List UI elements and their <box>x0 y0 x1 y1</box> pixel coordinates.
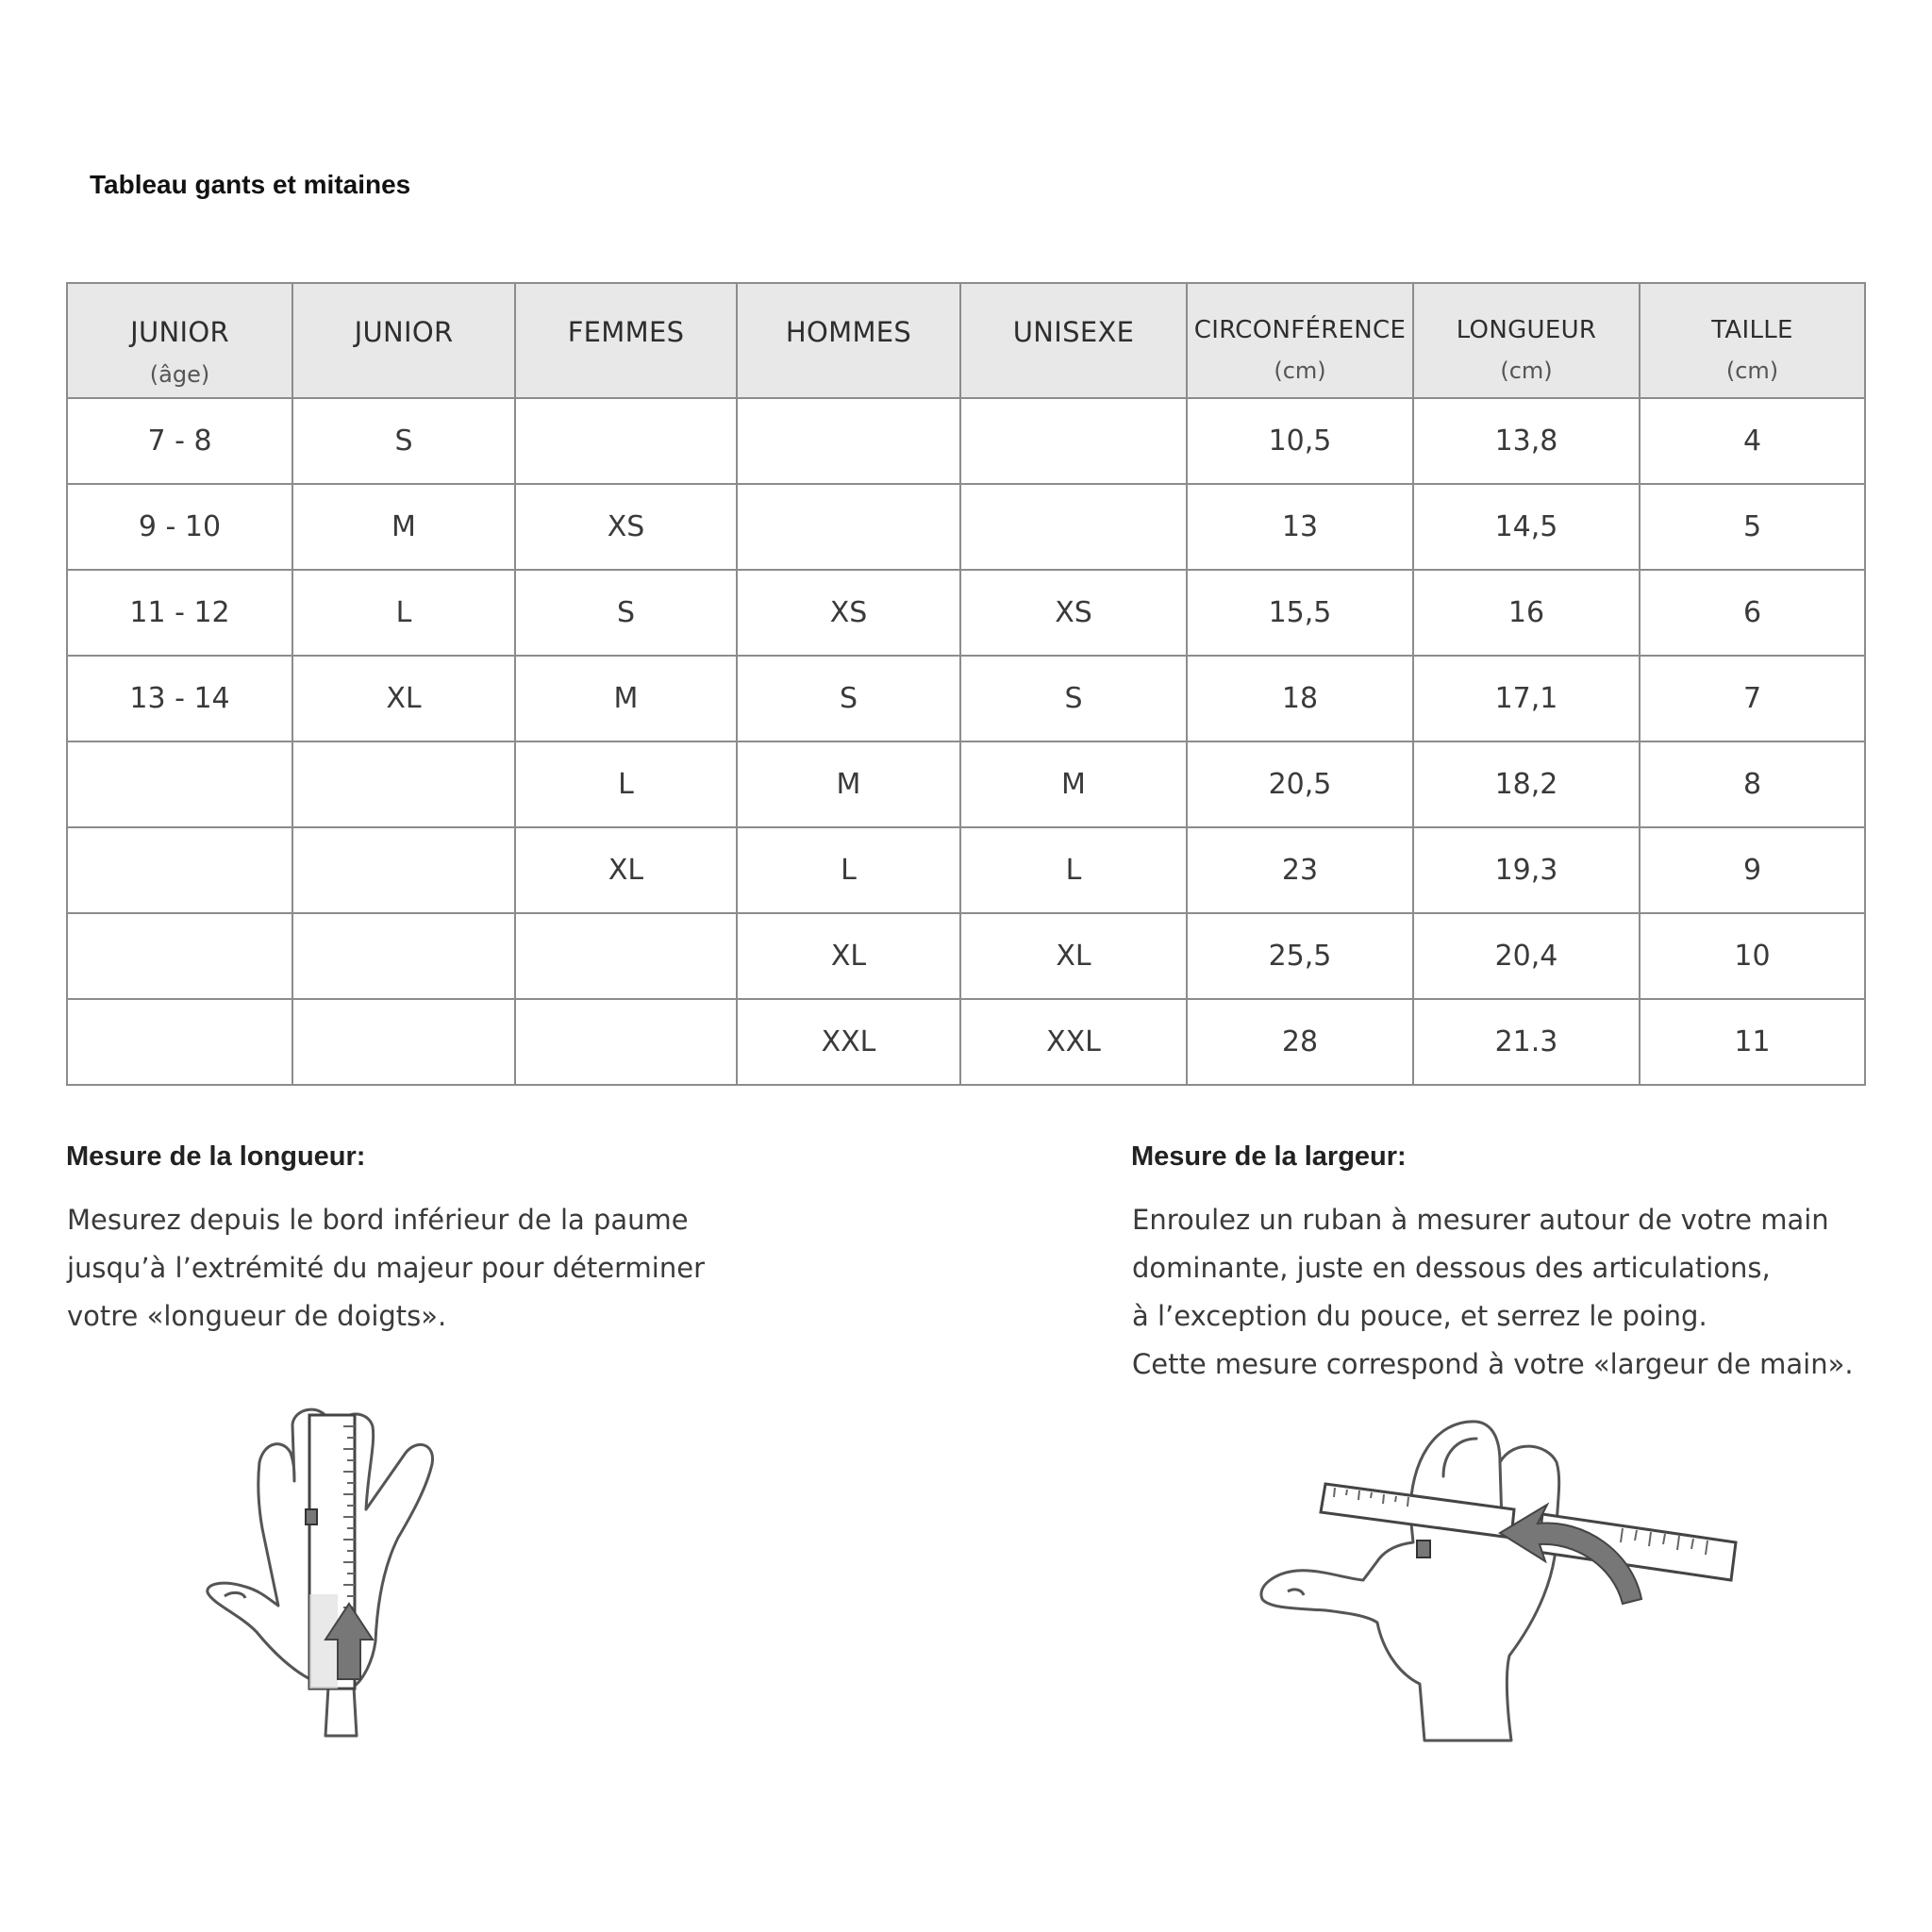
fist-outline <box>1261 1422 1559 1740</box>
cell-junior-age: 11 - 12 <box>67 570 292 656</box>
cell-hommes: M <box>737 741 960 827</box>
cell-circonference: 15,5 <box>1187 570 1413 656</box>
cell-hommes: S <box>737 656 960 741</box>
cell-junior-age <box>67 999 292 1085</box>
ruler-clip <box>1417 1541 1430 1557</box>
table-row <box>67 999 1865 1085</box>
cell-longueur: 16 <box>1413 570 1640 656</box>
cell-hommes: XXL <box>737 999 960 1085</box>
cell-junior: M <box>292 484 515 570</box>
cell-circonference: 25,5 <box>1187 913 1413 999</box>
hand-width-illustration <box>1245 1410 1745 1759</box>
cell-longueur: 14,5 <box>1413 484 1640 570</box>
cell-longueur: 13,8 <box>1413 398 1640 484</box>
cell-taille: 8 <box>1640 741 1865 827</box>
cell-hommes: XL <box>737 913 960 999</box>
cell-taille: 6 <box>1640 570 1865 656</box>
cell-taille: 11 <box>1640 999 1865 1085</box>
cell-circonference: 10,5 <box>1187 398 1413 484</box>
ruler-clip <box>306 1509 317 1524</box>
header-junior: JUNIOR <box>292 283 515 398</box>
cell-longueur: 18,2 <box>1413 741 1640 827</box>
cell-taille: 4 <box>1640 398 1865 484</box>
cell-junior-age: 13 - 14 <box>67 656 292 741</box>
cell-femmes <box>515 999 737 1085</box>
header-longueur: LONGUEUR (cm) <box>1413 283 1640 398</box>
size-table <box>66 282 1866 1086</box>
table-row <box>67 827 1865 913</box>
cell-junior <box>292 999 515 1085</box>
cell-unisexe <box>960 398 1187 484</box>
cell-femmes: S <box>515 570 737 656</box>
length-instructions: Mesurez depuis le bord inférieur de la paume jusqu’à l’extrémité du majeur pour déterminer votre «longueur de doigts». <box>67 1204 705 1332</box>
cell-unisexe <box>960 484 1187 570</box>
cell-junior: L <box>292 570 515 656</box>
header-unisexe: UNISEXE <box>960 283 1187 398</box>
cell-femmes: M <box>515 656 737 741</box>
cell-hommes: L <box>737 827 960 913</box>
width-instructions: Enroulez un ruban à mesurer autour de votre main dominante, juste en dessous des articulations, à l’exception du pouce, et serrez le poing. Cette mesure correspond à votre «largeur de main». <box>1132 1204 1854 1380</box>
cell-junior: S <box>292 398 515 484</box>
table-header-row <box>67 283 1865 398</box>
hand-length-illustration <box>189 1406 528 1755</box>
cell-junior-age: 9 - 10 <box>67 484 292 570</box>
length-heading: Mesure de la longueur: <box>66 1141 366 1172</box>
cell-taille: 9 <box>1640 827 1865 913</box>
cell-junior: XL <box>292 656 515 741</box>
header-junior-age: JUNIOR (âge) <box>67 283 292 398</box>
cell-longueur: 21.3 <box>1413 999 1640 1085</box>
cell-unisexe: XL <box>960 913 1187 999</box>
cell-junior-age: 7 - 8 <box>67 398 292 484</box>
table-row <box>67 570 1865 656</box>
header-femmes: FEMMES <box>515 283 737 398</box>
cell-hommes <box>737 398 960 484</box>
cell-junior <box>292 913 515 999</box>
table-row <box>67 398 1865 484</box>
header-hommes: HOMMES <box>737 283 960 398</box>
cell-junior <box>292 741 515 827</box>
cell-unisexe: S <box>960 656 1187 741</box>
cell-femmes <box>515 398 737 484</box>
cell-longueur: 17,1 <box>1413 656 1640 741</box>
table-row <box>67 741 1865 827</box>
header-taille: TAILLE (cm) <box>1640 283 1865 398</box>
cell-femmes <box>515 913 737 999</box>
cell-femmes: L <box>515 741 737 827</box>
cell-longueur: 20,4 <box>1413 913 1640 999</box>
cell-taille: 5 <box>1640 484 1865 570</box>
cell-longueur: 19,3 <box>1413 827 1640 913</box>
cell-junior-age <box>67 913 292 999</box>
cell-taille: 7 <box>1640 656 1865 741</box>
cell-hommes <box>737 484 960 570</box>
table-row <box>67 484 1865 570</box>
cell-circonference: 13 <box>1187 484 1413 570</box>
page-title: Tableau gants et mitaines <box>90 170 411 199</box>
header-circonference: CIRCONFÉRENCE (cm) <box>1187 283 1413 398</box>
cell-unisexe: XXL <box>960 999 1187 1085</box>
cell-junior-age <box>67 741 292 827</box>
cell-unisexe: L <box>960 827 1187 913</box>
cell-unisexe: M <box>960 741 1187 827</box>
cell-junior <box>292 827 515 913</box>
cell-hommes: XS <box>737 570 960 656</box>
cell-junior-age <box>67 827 292 913</box>
table-row <box>67 656 1865 741</box>
table-row <box>67 913 1865 999</box>
cell-circonference: 28 <box>1187 999 1413 1085</box>
width-heading: Mesure de la largeur: <box>1131 1141 1407 1172</box>
cell-unisexe: XS <box>960 570 1187 656</box>
cell-femmes: XS <box>515 484 737 570</box>
cell-circonference: 23 <box>1187 827 1413 913</box>
cell-taille: 10 <box>1640 913 1865 999</box>
cell-femmes: XL <box>515 827 737 913</box>
cell-circonference: 20,5 <box>1187 741 1413 827</box>
cell-circonference: 18 <box>1187 656 1413 741</box>
